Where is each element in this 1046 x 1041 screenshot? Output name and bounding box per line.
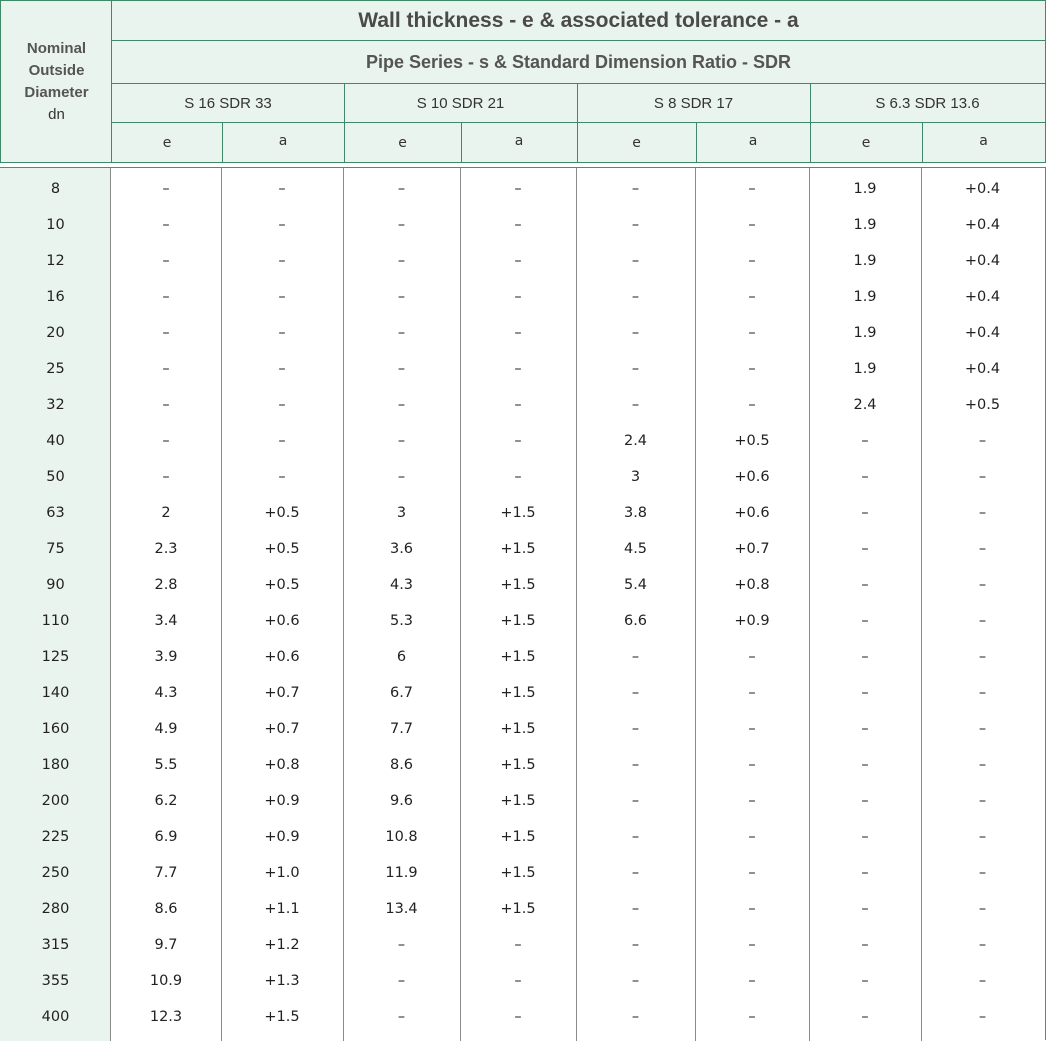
a-cell: +0.4: [964, 289, 1001, 305]
e-cell: 13.4: [385, 901, 418, 917]
dn-cell: 75: [46, 541, 65, 557]
a-cell: –: [978, 1009, 987, 1025]
e-cell: –: [397, 469, 406, 485]
a-cell: –: [978, 613, 987, 629]
e-cell: –: [162, 469, 170, 485]
e-cell: –: [861, 1009, 869, 1025]
e-cell: 2: [161, 505, 171, 521]
a-cell: +1.5: [500, 721, 536, 737]
a-cell: –: [978, 973, 987, 989]
header-divider: [577, 84, 578, 162]
table-row: [0, 243, 1046, 279]
dn-cell: 8: [50, 181, 61, 197]
a-cell: –: [748, 181, 756, 197]
pipe-series-subtitle: Pipe Series - s & Standard Dimension Ratio - SDR: [365, 52, 792, 72]
e-cell: 3: [630, 469, 641, 485]
a-cell: –: [978, 649, 987, 665]
e-cell: –: [631, 793, 640, 809]
e-cell: –: [397, 1009, 406, 1025]
dn-cell: 315: [41, 937, 70, 953]
a-cell: +0.7: [264, 721, 300, 737]
a-cell: +0.4: [964, 325, 1001, 341]
e-cell: –: [397, 181, 406, 197]
dn-label-line-2: Outside: [28, 61, 85, 79]
e-cell: –: [631, 1009, 640, 1025]
e-cell: 8.6: [154, 901, 178, 917]
e-cell: 6: [396, 649, 407, 665]
a-cell: –: [514, 325, 522, 341]
a-cell: –: [978, 505, 987, 521]
e-cell: 1.9: [853, 325, 877, 341]
table-row: [0, 675, 1046, 711]
e-cell: –: [631, 397, 640, 413]
header-divider: [112, 40, 1045, 41]
e-cell: –: [631, 937, 640, 953]
header-divider: [461, 123, 462, 162]
e-cell: –: [631, 757, 640, 773]
dn-cell: 140: [41, 685, 70, 701]
e-cell: –: [631, 217, 640, 233]
e-cell: –: [861, 829, 869, 845]
e-cell: –: [631, 901, 640, 917]
e-cell: 2.8: [154, 577, 178, 593]
a-cell: +1.5: [500, 505, 536, 521]
dn-label-line-1: Nominal: [26, 39, 87, 57]
a-cell: –: [978, 757, 987, 773]
a-cell: +1.5: [500, 793, 536, 809]
header-divider: [111, 1, 112, 162]
e-cell: –: [631, 865, 640, 881]
a-cell: +1.5: [500, 649, 536, 665]
a-cell: +0.5: [734, 433, 770, 449]
a-cell: –: [514, 973, 522, 989]
wall-thickness-title: Wall thickness - e & associated tolerance - a: [358, 9, 799, 32]
e-cell: –: [631, 253, 640, 269]
a-cell: –: [978, 433, 987, 449]
e-cell: –: [162, 397, 170, 413]
sub-header-a: a: [979, 133, 988, 149]
e-cell: –: [631, 289, 640, 305]
a-cell: –: [978, 685, 987, 701]
dn-cell: 250: [41, 865, 70, 881]
sub-header-a: a: [278, 133, 288, 149]
e-cell: 10.9: [149, 973, 183, 989]
e-cell: –: [397, 253, 406, 269]
a-cell: –: [748, 325, 756, 341]
a-cell: –: [748, 973, 756, 989]
a-cell: –: [978, 829, 987, 845]
a-cell: +1.5: [500, 577, 536, 593]
a-cell: –: [514, 181, 522, 197]
table-row: [0, 891, 1046, 927]
a-cell: –: [748, 757, 756, 773]
sub-header-e: e: [162, 134, 172, 151]
table-row: [0, 603, 1046, 639]
table-row: [0, 711, 1046, 747]
series-header-s10: S 10 SDR 21: [416, 95, 505, 112]
e-cell: –: [162, 289, 170, 305]
e-cell: 4.5: [623, 541, 648, 557]
dn-cell: 180: [41, 757, 70, 773]
dn-label-line-3: Diameter: [24, 83, 89, 101]
a-cell: +1.5: [500, 901, 536, 917]
e-cell: 7.7: [154, 865, 178, 881]
table-row: [0, 567, 1046, 603]
dn-cell: 200: [41, 793, 70, 809]
a-cell: –: [278, 181, 286, 197]
table-row: [0, 207, 1046, 243]
a-cell: –: [278, 253, 286, 269]
dn-cell: 400: [41, 1009, 70, 1025]
series-header-s8: S 8 SDR 17: [653, 95, 734, 112]
a-cell: +0.5: [264, 505, 300, 521]
e-cell: –: [397, 937, 406, 953]
a-cell: +0.9: [264, 793, 300, 809]
table-row: [0, 783, 1046, 819]
e-cell: –: [861, 433, 869, 449]
a-cell: –: [514, 217, 522, 233]
table-row: [0, 171, 1046, 207]
table-row: [0, 387, 1046, 423]
a-cell: –: [748, 937, 756, 953]
a-cell: –: [278, 289, 286, 305]
e-cell: 5.5: [154, 757, 178, 773]
e-cell: –: [631, 361, 640, 377]
header-divider: [810, 84, 811, 162]
e-cell: 3: [396, 505, 407, 521]
dn-cell: 355: [41, 973, 70, 989]
a-cell: –: [978, 577, 987, 593]
dn-cell: 160: [41, 721, 70, 737]
a-cell: –: [514, 469, 522, 485]
e-cell: 6.2: [154, 793, 178, 809]
a-cell: –: [514, 433, 522, 449]
table-row: [0, 531, 1046, 567]
e-cell: –: [631, 721, 640, 737]
e-cell: 3.8: [623, 505, 648, 521]
e-cell: –: [861, 901, 869, 917]
e-cell: –: [861, 469, 869, 485]
dn-cell: 25: [46, 361, 65, 377]
a-cell: –: [748, 397, 756, 413]
a-cell: –: [978, 937, 987, 953]
e-cell: 3.6: [389, 541, 414, 557]
sub-header-e: e: [398, 134, 407, 151]
a-cell: +1.5: [264, 1009, 300, 1025]
series-header-s6-3: S 6.3 SDR 13.6: [875, 95, 980, 112]
table-row: [0, 855, 1046, 891]
e-cell: –: [162, 253, 170, 269]
e-cell: –: [162, 433, 170, 449]
a-cell: –: [278, 217, 286, 233]
a-cell: +1.0: [264, 865, 300, 881]
e-cell: 5.4: [623, 577, 648, 593]
a-cell: –: [748, 901, 756, 917]
a-cell: –: [978, 721, 987, 737]
e-cell: –: [397, 325, 406, 341]
e-cell: 9.6: [389, 793, 414, 809]
sub-header-e: e: [861, 134, 871, 151]
a-cell: +1.1: [264, 901, 300, 917]
table-row: [0, 495, 1046, 531]
header-divider: [344, 84, 345, 162]
e-cell: –: [397, 217, 406, 233]
e-cell: 1.9: [853, 361, 877, 377]
a-cell: +0.6: [264, 613, 300, 629]
a-cell: –: [978, 469, 987, 485]
header-divider: [922, 123, 923, 162]
e-cell: 3.4: [154, 613, 178, 629]
e-cell: 6.7: [389, 685, 414, 701]
e-cell: –: [397, 361, 406, 377]
e-cell: –: [397, 397, 406, 413]
a-cell: +1.5: [500, 541, 536, 557]
dn-cell: 50: [46, 469, 65, 485]
e-cell: –: [162, 325, 170, 341]
table-row: [0, 279, 1046, 315]
table-row: [0, 819, 1046, 855]
dn-cell: 10: [46, 217, 65, 233]
e-cell: 4.9: [154, 721, 178, 737]
a-cell: +1.3: [264, 973, 300, 989]
e-cell: 1.9: [853, 181, 877, 197]
e-cell: –: [397, 973, 406, 989]
table-row: [0, 351, 1046, 387]
e-cell: 12.3: [149, 1009, 183, 1025]
a-cell: –: [278, 325, 286, 341]
a-cell: +0.8: [264, 757, 300, 773]
a-cell: –: [978, 901, 987, 917]
a-cell: +0.4: [964, 181, 1001, 197]
dn-cell: 40: [46, 433, 65, 449]
e-cell: –: [162, 217, 170, 233]
e-cell: –: [861, 973, 869, 989]
dn-column-header: [1, 1, 112, 162]
e-cell: 1.9: [853, 217, 877, 233]
a-cell: –: [978, 541, 987, 557]
a-cell: –: [748, 361, 756, 377]
dn-cell: 110: [41, 613, 70, 629]
a-cell: –: [278, 397, 286, 413]
a-cell: –: [514, 1009, 522, 1025]
a-cell: –: [278, 469, 286, 485]
a-cell: +0.5: [264, 541, 300, 557]
series-header-s16: S 16 SDR 33: [184, 95, 272, 112]
e-cell: 2.4: [623, 433, 648, 449]
a-cell: +0.4: [964, 217, 1001, 233]
dn-cell: 12: [46, 253, 65, 269]
e-cell: –: [861, 793, 869, 809]
e-cell: –: [861, 505, 869, 521]
table-row: [0, 927, 1046, 963]
a-cell: +0.6: [264, 649, 300, 665]
dn-cell: 280: [41, 901, 70, 917]
dn-cell: 20: [46, 325, 65, 341]
table-header: [0, 0, 1046, 163]
e-cell: 6.6: [623, 613, 648, 629]
e-cell: 6.9: [154, 829, 178, 845]
a-cell: +0.9: [264, 829, 300, 845]
e-cell: 1.9: [853, 253, 877, 269]
a-cell: –: [978, 793, 987, 809]
a-cell: +0.7: [264, 685, 300, 701]
table-row: [0, 459, 1046, 495]
table-row: [0, 423, 1046, 459]
e-cell: 9.7: [154, 937, 178, 953]
e-cell: –: [861, 721, 869, 737]
dn-cell: 16: [46, 289, 65, 305]
a-cell: –: [514, 289, 522, 305]
a-cell: –: [748, 1009, 756, 1025]
a-cell: –: [748, 217, 756, 233]
e-cell: 8.6: [389, 757, 414, 773]
a-cell: +1.5: [500, 757, 536, 773]
e-cell: –: [631, 973, 640, 989]
e-cell: 7.7: [389, 721, 414, 737]
table-row: [0, 963, 1046, 999]
sub-header-a: a: [514, 133, 524, 149]
e-cell: –: [861, 577, 869, 593]
e-cell: 2.4: [853, 397, 877, 413]
sub-header-e: e: [632, 134, 641, 151]
a-cell: –: [278, 433, 286, 449]
e-cell: 1.9: [853, 289, 877, 305]
sub-header-a: a: [748, 133, 758, 149]
a-cell: +1.2: [264, 937, 300, 953]
a-cell: –: [748, 289, 756, 305]
e-cell: –: [631, 829, 640, 845]
table-row: [0, 999, 1046, 1035]
a-cell: +0.7: [734, 541, 770, 557]
a-cell: –: [748, 793, 756, 809]
e-cell: –: [631, 685, 640, 701]
e-cell: 4.3: [154, 685, 178, 701]
a-cell: +0.8: [734, 577, 770, 593]
header-divider: [112, 122, 1045, 123]
table-row: [0, 747, 1046, 783]
e-cell: –: [861, 613, 869, 629]
a-cell: –: [748, 865, 756, 881]
a-cell: +0.6: [734, 505, 770, 521]
header-divider: [112, 83, 1045, 84]
e-cell: –: [631, 325, 640, 341]
a-cell: –: [514, 937, 522, 953]
header-divider: [222, 123, 223, 162]
a-cell: +1.5: [500, 613, 536, 629]
a-cell: +0.9: [734, 613, 770, 629]
a-cell: +0.6: [734, 469, 770, 485]
table-row: [0, 315, 1046, 351]
a-cell: –: [748, 685, 756, 701]
e-cell: 10.8: [385, 829, 418, 845]
dn-cell: 225: [41, 829, 70, 845]
dn-cell: 63: [46, 505, 65, 521]
a-cell: +1.5: [500, 829, 536, 845]
a-cell: +0.5: [964, 397, 1001, 413]
dn-cell: 125: [41, 649, 70, 665]
dn-cell: 90: [46, 577, 65, 593]
e-cell: –: [162, 181, 170, 197]
e-cell: –: [861, 865, 869, 881]
dn-symbol: dn: [48, 105, 65, 123]
e-cell: –: [861, 649, 869, 665]
a-cell: –: [514, 397, 522, 413]
dn-cell: 32: [46, 397, 65, 413]
e-cell: 4.3: [389, 577, 414, 593]
a-cell: –: [748, 253, 756, 269]
a-cell: +0.5: [264, 577, 300, 593]
a-cell: –: [514, 253, 522, 269]
table-row: [0, 639, 1046, 675]
a-cell: –: [748, 829, 756, 845]
header-divider: [696, 123, 697, 162]
a-cell: –: [514, 361, 522, 377]
a-cell: –: [978, 865, 987, 881]
e-cell: 5.3: [389, 613, 414, 629]
a-cell: +0.4: [964, 361, 1001, 377]
e-cell: 11.9: [385, 865, 418, 881]
table-body: [0, 167, 1046, 1040]
e-cell: –: [861, 937, 869, 953]
e-cell: –: [861, 757, 869, 773]
e-cell: 2.3: [154, 541, 178, 557]
e-cell: –: [861, 685, 869, 701]
a-cell: –: [748, 649, 756, 665]
a-cell: +1.5: [500, 685, 536, 701]
e-cell: –: [631, 181, 640, 197]
e-cell: –: [162, 361, 170, 377]
a-cell: –: [748, 721, 756, 737]
a-cell: +0.4: [964, 253, 1001, 269]
a-cell: +1.5: [500, 865, 536, 881]
e-cell: 3.9: [154, 649, 178, 665]
e-cell: –: [397, 289, 406, 305]
e-cell: –: [861, 541, 869, 557]
a-cell: –: [278, 361, 286, 377]
e-cell: –: [397, 433, 406, 449]
e-cell: –: [631, 649, 640, 665]
